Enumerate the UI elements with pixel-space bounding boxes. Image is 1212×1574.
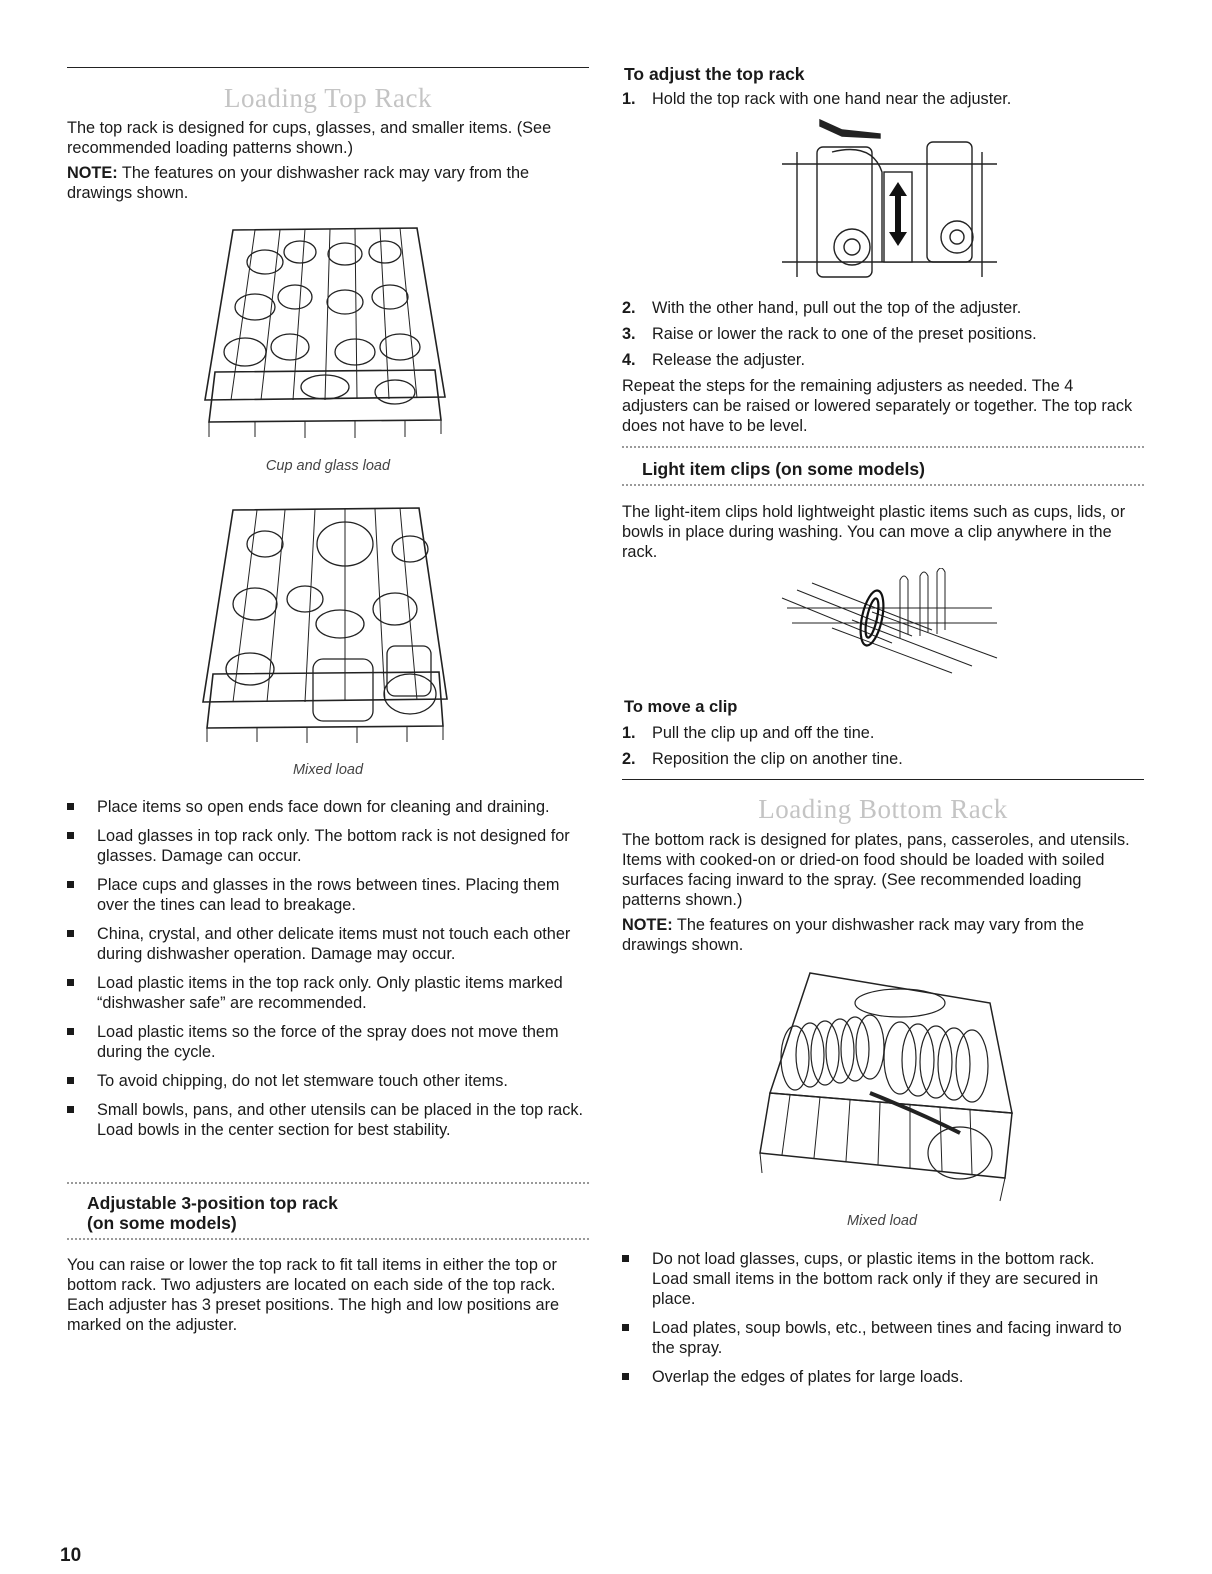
list-item: Place items so open ends face down for cleaning and draining. — [67, 797, 585, 817]
list-item: Place cups and glasses in the rows between tines. Placing them over the tines can lead to breakage. — [67, 875, 585, 915]
adjust-repeat-text: Repeat the steps for the remaining adjusters as needed. The 4 adjusters can be raised or lowered separately or together. The top rack does not have to be level. — [622, 377, 1133, 435]
page-number: 10 — [60, 1545, 82, 1566]
bottom-rack-mixed-load-illustration — [750, 963, 1022, 1203]
list-item: Load plastic items in the top rack only. Only plastic items marked “dishwasher safe” are recommended. — [67, 973, 585, 1013]
note-label: NOTE: — [67, 164, 118, 182]
list-item: To avoid chipping, do not let stemware touch other items. — [67, 1071, 585, 1091]
light-item-clip-illustration — [772, 568, 1002, 688]
list-item: Load plates, soup bowls, etc., between tines and facing inward to the spray. — [622, 1318, 1132, 1358]
bottom-rack-intro: The bottom rack is designed for plates, pans, casseroles, and utensils. Items with cooked-on or dried-on food should be loaded with soiled surfaces facing inward to the spray. (See recommended loading patterns shown.) — [622, 831, 1130, 909]
top-rack-intro: The top rack is designed for cups, glasses, and smaller items. (See recommended loading patterns shown.) — [67, 119, 552, 157]
divider-light-clips-bottom — [622, 484, 1144, 486]
caption-mixed-load-bottom: Mixed load — [846, 1213, 918, 1229]
list-item: 1. Pull the clip up and off the tine. — [622, 724, 875, 742]
list-item: 1. Hold the top rack with one hand near the adjuster. — [622, 90, 1012, 108]
adjust-steps-list — [622, 298, 1142, 376]
mixed-load-top-rack-illustration — [195, 504, 457, 748]
heading-move-a-clip: To move a clip — [624, 698, 738, 716]
right-column — [622, 0, 1144, 1574]
top-rack-bullet-list — [67, 797, 585, 1149]
heading-adjustable-top-rack: Adjustable 3-position top rack — [87, 1193, 338, 1213]
move-clip-steps-list — [622, 723, 1142, 775]
light-clips-body: The light-item clips hold lightweight plastic items such as cups, lids, or bowls in place during washing. You can move a clip anywhere in the rack. — [622, 503, 1126, 561]
divider-light-clips-top — [622, 446, 1144, 448]
heading-adjust-top-rack: To adjust the top rack — [624, 64, 805, 84]
divider-adjustable-bottom — [67, 1238, 589, 1240]
list-item: Small bowls, pans, and other utensils can be placed in the top rack. Load bowls in the center section for best stability. — [67, 1100, 585, 1140]
note-label: NOTE: — [622, 916, 673, 934]
rule-loading-bottom-rack — [622, 779, 1144, 780]
rack-adjuster-illustration — [772, 112, 1002, 290]
caption-cup-glass-load: Cup and glass load — [265, 458, 391, 474]
top-rack-note — [67, 163, 577, 203]
list-item: 3. Raise or lower the rack to one of the preset positions. — [622, 325, 1037, 343]
note-text: The features on your dishwasher rack may vary from the drawings shown. — [622, 916, 1085, 954]
list-item: Do not load glasses, cups, or plastic items in the bottom rack. Load small items in the bottom rack only if they are secured in place. — [622, 1249, 1132, 1309]
list-item: China, crystal, and other delicate items must not touch each other during dishwasher operation. Damage may occur. — [67, 924, 585, 964]
divider-adjustable-top — [67, 1182, 589, 1184]
section-title-loading-top-rack: Loading Top Rack — [223, 83, 433, 113]
bottom-rack-bullet-list — [622, 1249, 1132, 1396]
section-title-loading-bottom-rack: Loading Bottom Rack — [758, 794, 1008, 824]
caption-mixed-load-top: Mixed load — [292, 762, 364, 778]
note-text: The features on your dishwasher rack may vary from the drawings shown. — [67, 164, 530, 202]
list-item: Load glasses in top rack only. The bottom rack is not designed for glasses. Damage can occur. — [67, 826, 585, 866]
list-item: Load plastic items so the force of the spray does not move them during the cycle. — [67, 1022, 585, 1062]
adjustable-body: You can raise or lower the top rack to fit tall items in either the top or bottom rack. Two adjusters are located on each side of the top rack. Each adjuster has 3 preset positions. The high and low positions are marked on the adjuster. — [67, 1256, 560, 1334]
bottom-rack-note — [622, 915, 1138, 955]
left-column — [67, 0, 589, 1574]
list-item: 4. Release the adjuster. — [622, 351, 805, 369]
list-item: Overlap the edges of plates for large loads. — [622, 1367, 1132, 1387]
list-item: 2. With the other hand, pull out the top of the adjuster. — [622, 299, 1022, 317]
cup-glass-load-illustration — [195, 222, 455, 444]
heading-light-item-clips: Light item clips (on some models) — [642, 459, 925, 479]
heading-adjustable-on-some-models: (on some models) — [87, 1213, 237, 1233]
list-item: 2. Reposition the clip on another tine. — [622, 750, 903, 768]
